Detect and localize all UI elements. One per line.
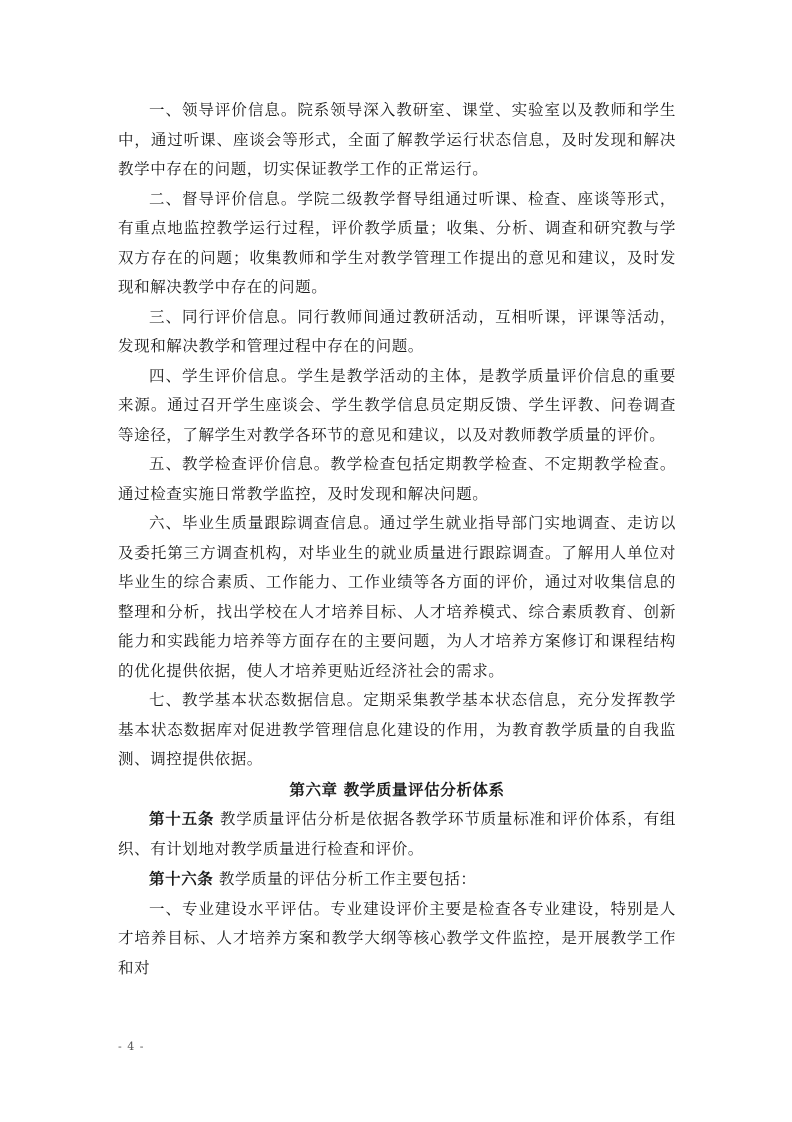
paragraph-leadership-evaluation: 一、领导评价信息。院系领导深入教研室、课堂、实验室以及教师和学生中，通过听课、座谈会等形式，全面了解教学运行状态信息，及时发现和解决教学中存在的问题，切实保证教学工作的正常运行。: [118, 101, 676, 178]
article-15-label: 第十五条: [149, 809, 215, 828]
paragraph-supervision-evaluation: 二、督导评价信息。学院二级教学督导组通过听课、检查、座谈等形式，有重点地监控教学运行过程，评价教学质量；收集、分析、调查和研究教与学双方存在的问题；收集教师和学生对教学管理工作提出的意见和建议，及时发现和解决教学中存在的问题。: [118, 189, 676, 296]
article-16-label: 第十六条: [149, 869, 214, 888]
document-body: [118, 96, 676, 983]
paragraph-student-evaluation: 四、学生评价信息。学生是教学活动的主体，是教学质量评价信息的重要来源。通过召开学生座谈会、学生教学信息员定期反馈、学生评教、问卷调查等途径，了解学生对教学各环节的意见和建议，以及对教师教学质量的评价。: [118, 366, 676, 444]
article-16-text: 教学质量的评估分析工作主要包括：: [213, 870, 477, 888]
page-number: - 4 -: [118, 1040, 145, 1053]
chapter-title: 第六章 教学质量评估分析体系: [289, 779, 505, 799]
article-15-text: 教学质量评估分析是依据各教学环节质量标准和评价体系，有组织、有计划地对教学质量进行检查和评价。: [118, 810, 676, 858]
paragraph-peer-evaluation: 三、同行评价信息。同行教师间通过教研活动，互相听课，评课等活动，发现和解决教学和管理过程中存在的问题。: [118, 307, 676, 355]
article-15: [118, 804, 676, 864]
article-16: [118, 864, 676, 895]
paragraph-graduate-tracking: 六、毕业生质量跟踪调查信息。通过学生就业指导部门实地调查、走访以及委托第三方调查机构，对毕业生的就业质量进行跟踪调查。了解用人单位对毕业生的综合素质、工作能力、工作业绩等各方面的评价，通过对收集信息的整理和分析，找出学校在人才培养目标、人才培养模式、综合素质教育、创新能力和实践能力培养等方面存在的主要问题，为人才培养方案修订和课程结构的优化提供依据，使人才培养更贴近经济社会的需求。: [118, 514, 676, 680]
paragraph-major-construction-evaluation: 一、专业建设水平评估。专业建设评价主要是检查各专业建设，特别是人才培养目标、人才培养方案和教学大纲等核心教学文件监控，是开展教学工作和对: [118, 899, 676, 977]
paragraph-basic-status-data: 七、教学基本状态数据信息。定期采集教学基本状态信息，充分发挥教学基本状态数据库对促进教学管理信息化建设的作用，为教育教学质量的自我监测、调控提供依据。: [118, 691, 676, 768]
paragraph-teaching-inspection: 五、教学检查评价信息。教学检查包括定期教学检查、不定期教学检查。通过检查实施日常教学监控，及时发现和解决问题。: [118, 455, 676, 503]
